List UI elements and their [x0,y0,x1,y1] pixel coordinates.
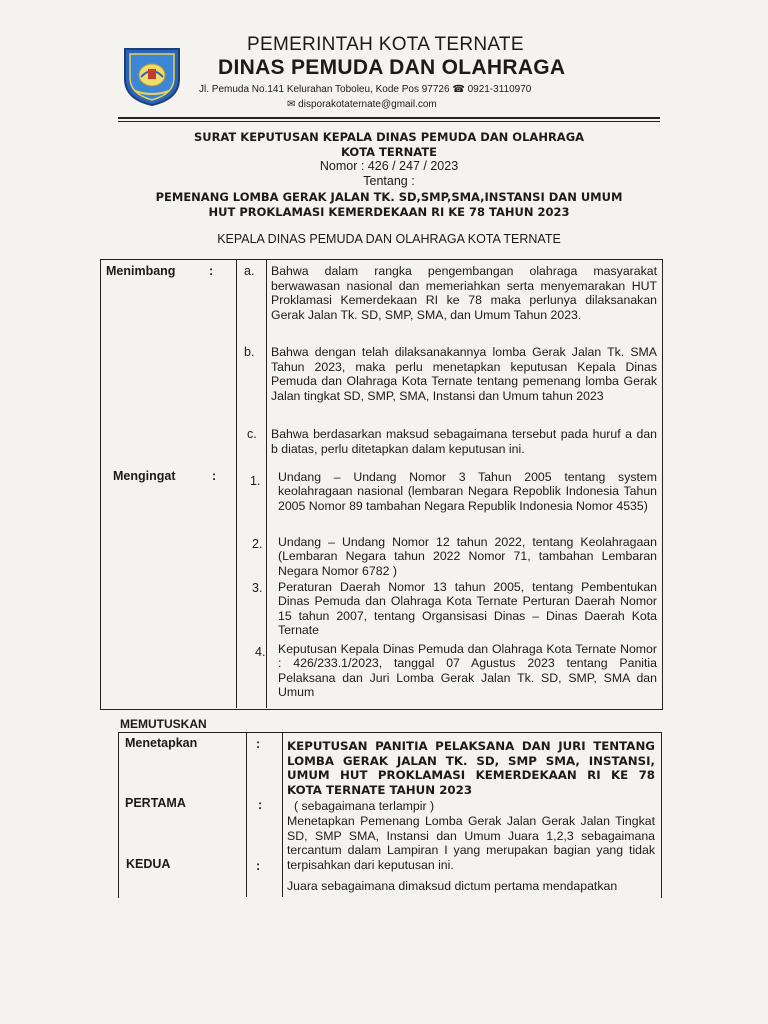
mengingat-text-4: Keputusan Kepala Dinas Pemuda dan Olahraga Kota Ternate Nomor : 426/233.1/2023, tanggal 07 Agustus 2023 tentang Panitia Pelaksana dan Juri Lomba Gerak Jalan Tk. SD, SMP, SMA dan Umum [278,642,657,699]
mengingat-text-1: Undang – Undang Nomor 3 Tahun 2005 tentang system keolahragaan nasional (lembaran Negara Repoblik Indonesia Tahun 2005 Nomor 89 tambahan Negara Republik Indonesia Nomor 4535) [278,470,657,513]
pertama-label: PERTAMA [125,796,186,810]
mengingat-mark-4: 4. [255,645,266,659]
menetapkan-label: Menetapkan [125,736,198,750]
kedua-label: KEDUA [126,857,171,871]
memutuskan-heading: MEMUTUSKAN [120,717,207,731]
decree-title-line2: KOTA TERNATE [341,145,437,159]
mengingat-mark-2: 2. [252,537,263,551]
decree-number: Nomor : 426 / 247 / 2023 [319,159,459,173]
agency-address: Jl. Pemuda No.141 Kelurahan Toboleu, Kode Pos 97726 ☎ 0921-3110970 [199,84,532,95]
mengingat-text-2: Undang – Undang Nomor 12 tahun 2022, tentang Keolahragaan (Lembaran Negara tahun 2022 Nomor 71, tambahan Lembaran Negara Nomor 6782 ) [278,535,657,578]
agency-email: ✉ disporakotaternate@gmail.com [287,99,437,110]
menimbang-mark-a: a. [244,264,255,278]
decree-official: KEPALA DINAS PEMUDA DAN OLAHRAGA KOTA TERNATE [217,232,561,246]
menetapkan-colon: : [256,737,261,751]
menimbang-mark-c: c. [247,427,257,441]
kedua-text: Juara sebagaimana dimaksud dictum pertama mendapatkan [287,879,618,893]
pertama-colon: : [258,798,263,812]
pertama-text: Menetapkan Pemenang Lomba Gerak Jalan Gerak Jalan Tingkat SD, SMP SMA, Instansi dan Umum Juara 1,2,3 sebagaimana tercantum dalam Lampiran I yang merupakan bagian yang tidak terpisahkan dari keputusan ini. [287,814,655,872]
decree-tentang: Tentang : [363,174,415,188]
header-rule-thin [118,121,660,122]
mengingat-mark-1: 1. [250,474,261,488]
decree-subject-line1: PEMENANG LOMBA GERAK JALAN TK. SD,SMP,SMA,INSTANSI DAN UMUM [155,190,623,204]
menimbang-mark-b: b. [244,345,255,359]
menimbang-text-a: Bahwa dalam rangka pengembangan olahraga masyarakat berwawasan nasional dan memeriahkan serta menyemarakan HUT Proklamasi Kemerdekaan RI ke 78 maka perlunya dilaksanakan Gerak Jalan Tk. SD, SMP, SMA, dan Umum Tahun 2023. [271,264,657,322]
mengingat-colon: : [212,469,217,483]
agency-header-line2: DINAS PEMUDA DAN OLAHRAGA [218,56,566,79]
decree-title-line1: SURAT KEPUTUSAN KEPALA DINAS PEMUDA DAN OLAHRAGA [193,130,585,144]
header-rule-thick [118,117,660,119]
menimbang-text-b: Bahwa dengan telah dilaksanakannya lomba Gerak Jalan Tk. SMA Tahun 2023, maka perlu menetapkan keputusan Kepala Dinas Pemuda dan Olahraga Kota Ternate tentang pemenang lomba Gerak Jalan tingkat SD, SMP, SMA, Instansi dan Umum tahun 2023 [271,345,657,403]
decree-subject-line2: HUT PROKLAMASI KEMERDEKAAN RI KE 78 TAHUN 2023 [208,205,570,219]
agency-header-line1: PEMERINTAH KOTA TERNATE [247,34,524,55]
lampiran-note: ( sebagaimana terlampir ) [294,799,435,813]
menimbang-colon: : [209,264,214,278]
mengingat-text-3: Peraturan Daerah Nomor 13 tahun 2005, tentang Pembentukan Dinas Pemuda dan Olahraga Kota Ternate Perturan Daerah Nomor 15 tahun 2007, tentang Organsisasi Dinas – Dinas Daerah Kota Ternate [278,580,657,637]
menimbang-label: Menimbang [106,264,176,278]
mengingat-mark-3: 3. [252,581,263,595]
kedua-colon: : [256,859,261,873]
coat-of-arms-icon [121,45,183,107]
menimbang-text-c: Bahwa berdasarkan maksud sebagaimana tersebut pada huruf a dan b diatas, perlu ditetapkan dalam keputusan ini. [271,427,657,456]
menetapkan-text: KEPUTUSAN PANITIA PELAKSANA DAN JURI TENTANG LOMBA GERAK JALAN TK. SD, SMP SMA, INSTANSI, UMUM HUT PROKLAMASI KEMERDEKAAN RI KE 78 KOTA TERNATE TAHUN 2023 [287,739,655,797]
mengingat-label: Mengingat [113,469,176,483]
